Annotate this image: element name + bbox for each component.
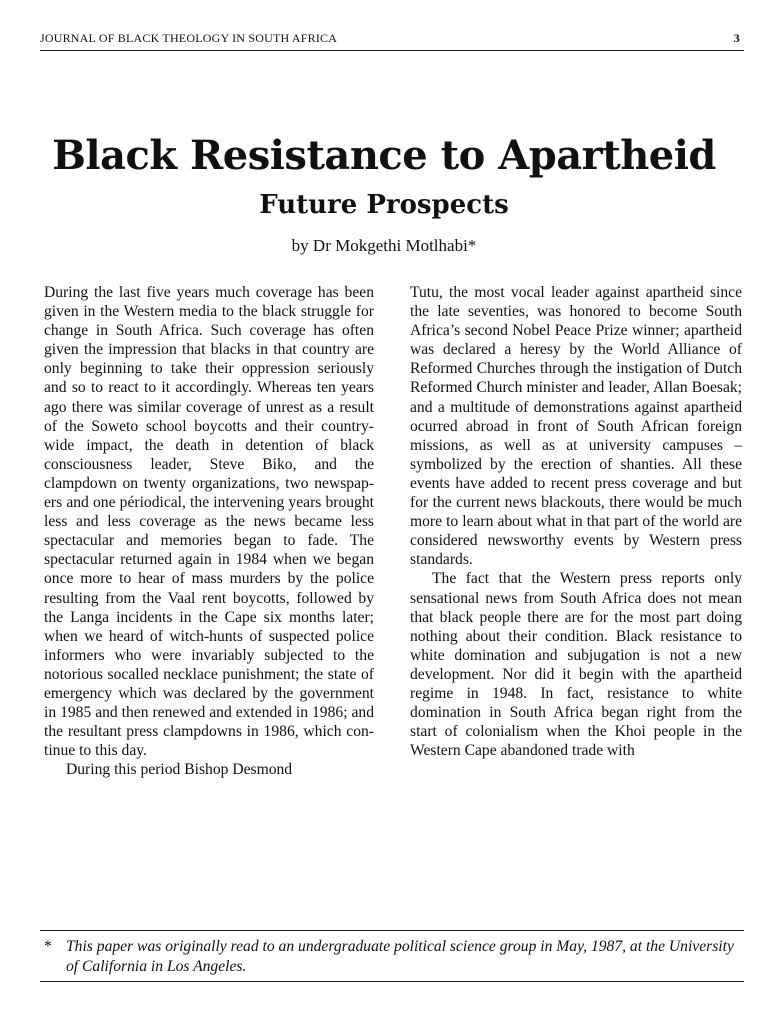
bottom-rule — [40, 981, 744, 982]
header-rule — [40, 50, 744, 51]
footnote-text: This paper was originally read to an undergraduate political science group in May, 1987, at the University of California in Los Angeles. — [66, 938, 734, 975]
author-byline: by Dr Mokgethi Motlhabi* — [291, 236, 477, 255]
paragraph: The fact that the Western press reports only sensational news from South Africa does not mean that black people there are for the most part doing nothing about their condition. Black resistance to white domination and subjugation is not a new development. Nor did it begin with the apartheid regime in 1948. In fact, resistance to white domination in South Africa began right from the start of colonialism when the Khoi people in the Western Cape abandoned trade with — [410, 570, 742, 760]
body-column-right — [410, 283, 742, 760]
body-column-left — [44, 283, 374, 779]
paragraph: During this period Bishop Desmond — [66, 761, 293, 779]
journal-name: JOURNAL OF BLACK THEOLOGY IN SOUTH AFRICA — [40, 31, 338, 45]
running-head — [40, 31, 740, 46]
article-subtitle: Future Prospects — [259, 190, 509, 220]
footnote — [44, 937, 748, 977]
page-number: 3 — [733, 31, 740, 45]
article-title: Black Resistance to Apartheid — [52, 132, 716, 179]
paragraph: During the last five years much coverage has been given in the Western media to the black struggle for change in South Africa. Such coverage has often given the impression that blacks in that country are only beginning to take their oppression seriously and so to react to it accordingly. Whereas ten years ago there was similar coverage of unrest as a result of the Soweto school boycotts and their country-wide impact, the death in detention of black consciousness leader, Steve Biko, and the clampdown on twenty organizations, two newspapers and one périodical, the intervening years brought less and less coverage as the news became less spectacular and memories began to fade. The spectacular returned again in 1984 when we began once more to hear of mass murders by the police resulting from the Vaal rent boycotts, followed by the Langa incidents in the Cape six months later; when we heard of witch-hunts of suspected police informers who were invariably subjected to the notorious socalled necklace punishment; the state of emergency which was declared by the government in 1985 and then renewed and extended in 1986; and the resultant press clampdowns in 1986, which continue to this day. — [44, 284, 374, 760]
paragraph: Tutu, the most vocal leader against apartheid since the late seventies, was honored to become South Africa’s second Nobel Peace Prize winner; apartheid was declared a heresy by the World Alliance of Reformed Churches through the instigation of Dutch Reformed Church minister and leader, Allan Boesak; and a multitude of demonstrations against apartheid ocurred abroad in front of South African foreign missions, as well as at university campuses – symbolized by the erection of shanties. All these events have added to recent press coverage and but for the current news blackouts, there would be much more to learn about what in that part of the world are considered newsworthy events by Western press standards. — [410, 284, 742, 569]
footnote-mark: * — [44, 938, 52, 955]
footnote-rule — [40, 930, 744, 931]
